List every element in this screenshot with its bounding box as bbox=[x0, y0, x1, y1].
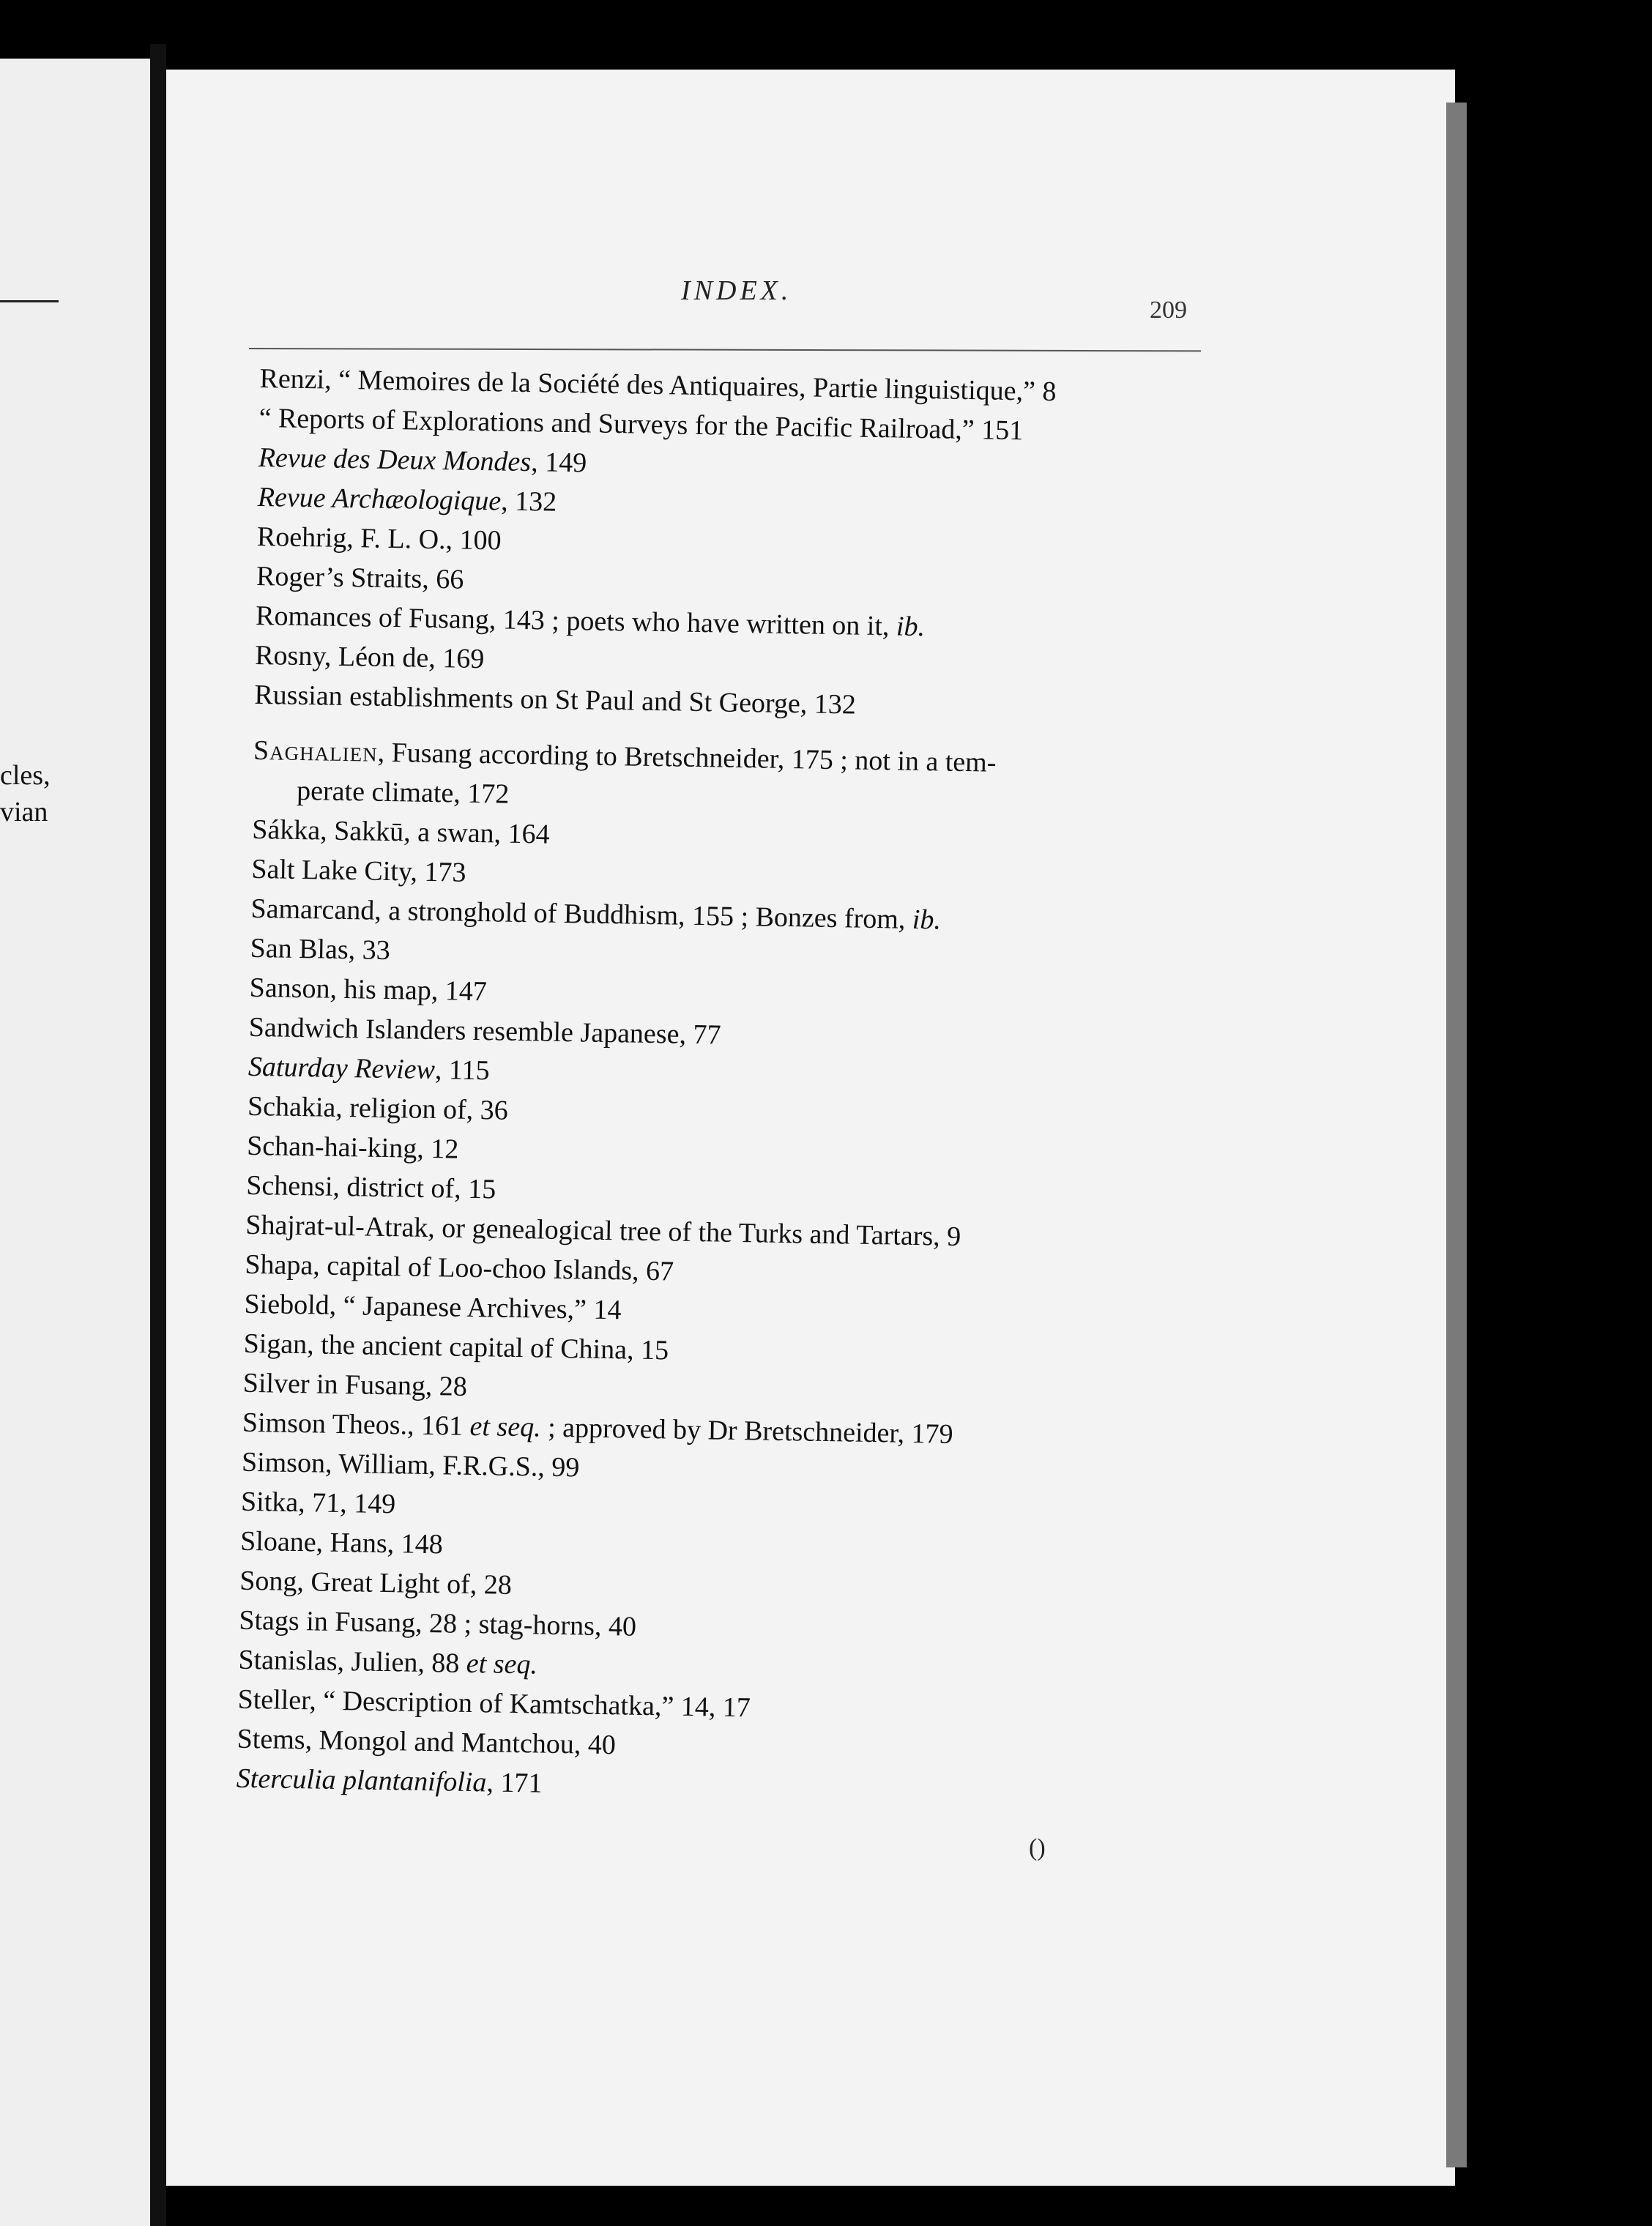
facing-page-fragment: vian bbox=[0, 797, 48, 827]
index-entry-text: Schan-hai-king, 12 bbox=[246, 1130, 459, 1165]
index-entry-text: Revue Archæologique bbox=[257, 481, 502, 517]
index-entry-text: Roehrig, F. L. O., 100 bbox=[256, 521, 502, 556]
index-entry-text: Simson, William, F.R.G.S., 99 bbox=[241, 1446, 580, 1484]
index-entry-text: Samarcand, a stronghold of Buddhism, 155 ; Bonzes from, bbox=[250, 893, 913, 935]
index-entry-text: ; approved by Dr Bretschneider, 179 bbox=[540, 1412, 953, 1450]
index-entry-text: Sloane, Hans, 148 bbox=[239, 1525, 444, 1560]
index-entry-text: Silver in Fusang, 28 bbox=[242, 1367, 468, 1402]
index-entry-text: San Blas, 33 bbox=[250, 932, 391, 967]
index-entry-text: Sanson, his map, 147 bbox=[249, 972, 488, 1008]
index-entry-text: Shajrat-ul-Atrak, or genealogical tree of the Turks and Tartars, 9 bbox=[245, 1209, 961, 1253]
index-entry-list bbox=[236, 359, 1226, 1814]
index-entry-text: Roger’s Straits, 66 bbox=[256, 560, 464, 595]
index-entry-text: Salt Lake City, 173 bbox=[251, 853, 466, 888]
index-entry-text: Sterculia plantanifolia bbox=[236, 1762, 487, 1798]
index-entry-text: Sigan, the ancient capital of China, 15 bbox=[243, 1328, 669, 1366]
facing-page-fragment: cles, bbox=[0, 760, 51, 791]
page-number: 209 bbox=[1150, 297, 1187, 324]
index-entry-text: Simson Theos., 161 bbox=[242, 1407, 470, 1442]
index-entry-text: Sákka, Sakkū, a swan, 164 bbox=[251, 814, 550, 850]
index-entry-text: Revue des Deux Mondes bbox=[258, 442, 532, 478]
index-entry-text: Renzi, “ Memoires de la Société des Antiquaires, Partie linguistique,” 8 bbox=[259, 362, 1057, 408]
running-header: INDEX. bbox=[681, 275, 792, 306]
index-entry-text: Saturday Review bbox=[248, 1051, 436, 1086]
facing-page-rule bbox=[0, 300, 59, 302]
index-entry-text: Rosny, Léon de, 169 bbox=[254, 639, 485, 675]
index-entry-continuation: perate climate, 172 bbox=[296, 775, 510, 810]
index-entry-text: , 132 bbox=[500, 485, 557, 518]
index-entry-text: Romances of Fusang, 143 ; poets who have written on it, bbox=[255, 600, 897, 642]
index-entry-text: “ Reports of Explorations and Surveys for the Pacific Railroad,” 151 bbox=[258, 402, 1024, 447]
index-entry-text: et seq. bbox=[469, 1410, 541, 1443]
index-entry-text: Saghalien bbox=[253, 734, 379, 768]
index-entry-text: Stanislas, Julien, 88 bbox=[238, 1644, 467, 1679]
index-entry-text: , 149 bbox=[530, 447, 587, 479]
index-entry-text: Stags in Fusang, 28 ; stag-horns, 40 bbox=[239, 1604, 637, 1642]
index-entry-text: , 115 bbox=[434, 1054, 490, 1087]
index-entry-text: Siebold, “ Japanese Archives,” 14 bbox=[244, 1288, 622, 1326]
index-entry-text: ib. bbox=[912, 904, 942, 936]
index-entry-text: Song, Great Light of, 28 bbox=[239, 1565, 513, 1601]
book-gutter bbox=[150, 44, 166, 2226]
signature-mark: () bbox=[1029, 1834, 1046, 1861]
index-entry-text: , 171 bbox=[486, 1767, 543, 1799]
index-entry-text: Sitka, 71, 149 bbox=[240, 1486, 396, 1520]
index-entry-text: Stems, Mongol and Mantchou, 40 bbox=[237, 1723, 617, 1761]
index-entry-text: Sandwich Islanders resemble Japanese, 77 bbox=[248, 1011, 721, 1051]
index-entry-text: Russian establishments on St Paul and St George, 132 bbox=[254, 679, 857, 721]
index-entry-text: Steller, “ Description of Kamtschatka,” 14, 17 bbox=[237, 1683, 751, 1724]
page-edge-shadow bbox=[1446, 103, 1467, 2167]
index-entry-text: Shapa, capital of Loo-choo Islands, 67 bbox=[245, 1248, 674, 1287]
index-entry-text: ib. bbox=[896, 611, 926, 643]
index-entry-text: Schensi, district of, 15 bbox=[245, 1169, 496, 1205]
index-entry-text: et seq. bbox=[466, 1648, 538, 1680]
index-entry-text: Schakia, religion of, 36 bbox=[247, 1090, 509, 1126]
facing-page bbox=[0, 59, 150, 2226]
index-entry-text: , Fusang according to Bretschneider, 175 ; not in a tem- bbox=[377, 737, 997, 778]
